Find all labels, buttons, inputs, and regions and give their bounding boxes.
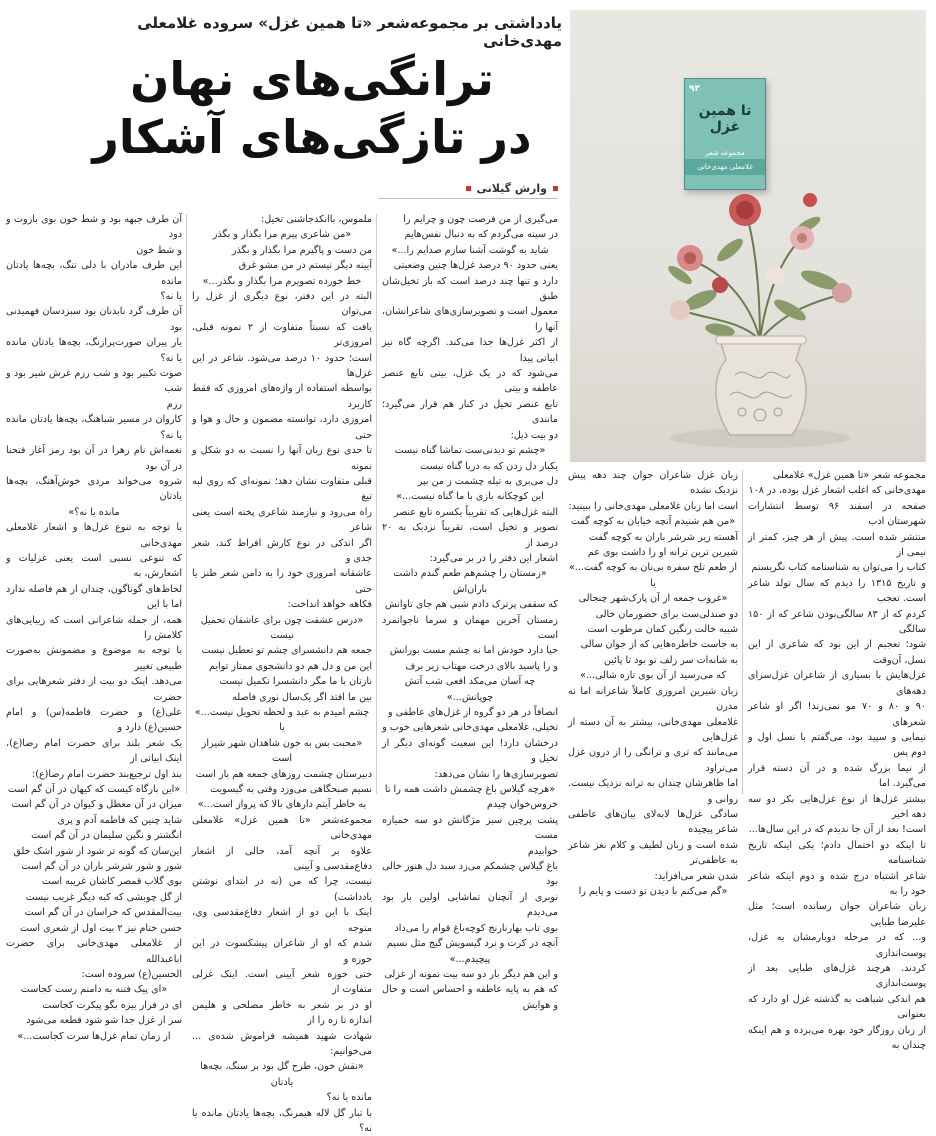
text-line: اینک با این دو از اشعار دفاع‌مقدسی وی، متوجه xyxy=(192,907,372,934)
text-line: «نقش خون، طرح گل بود بر سنگ، بچه‌ها یادتان xyxy=(200,1061,364,1088)
text-line: زبان غزل شاعران جوان چند دهه پیش نزدیک نشده xyxy=(568,470,738,497)
text-line: کتاب را می‌توان به شناسنامه کتاب نگریستم xyxy=(751,562,926,574)
text-line: آن طرف گرد نابدنان بود سبزدسان فهمیدنی بود xyxy=(6,306,182,333)
text-line: تا اینکه دو احتمال دادم؛ یکی اینکه تاریخ شناسنامه xyxy=(748,839,926,867)
text-line: با تبار گل لاله هیمرنگ، بچه‌ها یادتان مانده یا نه؟ xyxy=(192,1107,372,1134)
text-line: درخشان دارد! این سعیت گونه‌ای دیگر از تخیل و xyxy=(382,737,558,765)
text-line: دل می‌بری به تیله چشمت ز من بپر xyxy=(417,475,558,487)
text-line: بواسطه استفاده از واژه‌های امروزی که فقط کاربرد xyxy=(192,383,372,410)
text-line: این کوچکانه بازی با ما گناه نیست...» xyxy=(396,491,544,503)
text-line: کردم که از ۸۳ سالگی‌بودن شاعر که از ۱۵۰ سالگی xyxy=(748,608,926,636)
text-line: «زمستان را چشم‌هم طعم گندم داشت باران‌اش xyxy=(393,568,547,595)
text-column-under-photo-left xyxy=(568,468,738,897)
text-line: غزل‌هایش با بسیاری از شاعران غزل‌سرای دهه‌های xyxy=(748,670,926,697)
text-line: خروس‌خوان چیدم xyxy=(486,799,558,811)
text-line: خوابیدم xyxy=(527,845,558,857)
text-line: دبیرستان چشمت روزهای جمعه هم باز است xyxy=(195,768,372,780)
text-line: یکبار دل زدن که به دریا گناه نیست xyxy=(420,460,558,472)
text-line: معمول است و تصویرسازی‌های شاعرانشان، آنها را xyxy=(382,306,558,333)
text-line: شروه می‌خواند مردی خوش‌آهنگ، بچه‌ها یادتان xyxy=(6,475,182,503)
text-line: بوی تاب بهارنارنج کوچه‌باغ قوام را می‌داد xyxy=(394,922,558,934)
text-line: کردند. هرچند غزل‌های طبایی بعد از پوست‌اندازی xyxy=(748,963,926,990)
text-line: زبان شیرین امروزی کاملاً شاعرانه اما نه مدرن xyxy=(568,685,738,713)
text-line: البته غزل‌هایی که تقریباً یکسره تابع عنصر xyxy=(393,506,558,518)
text-line: شود؛ تعجبم از این بود که شاعری از این نسل، آن‌وقت xyxy=(748,639,926,666)
text-line: یافت که نسبتاً متفاوت از ۲ نمونه قبلی، امروزی‌تر xyxy=(192,321,372,349)
text-column-3 xyxy=(6,212,182,1042)
text-line: منتشر شده است. پیش از هر چیز، کمتر از نیمی از xyxy=(748,531,926,559)
text-line: است! بعد از آن جا ندیدم که در این سال‌ها... xyxy=(748,824,926,836)
text-line: غلامعلی مهدی‌خانی، بیشتر به آن دسته از غزل‌هایی xyxy=(568,716,738,743)
text-line: «محبت بس به خون شاهدان شهر شیراز است xyxy=(201,737,363,765)
text-line: کاروان در مسیر شباهنگ، بچه‌ها یادتان مانده یا نه؟ xyxy=(6,414,182,441)
text-line: به جاست خاطره‌هایی که از جوان سالی xyxy=(580,639,738,651)
text-line: یا نه؟ xyxy=(160,291,182,303)
text-line: من دست و پاگیرم مرا بگذار و بگذر xyxy=(231,244,372,256)
text-line: ای در فرار بیزه بگو پیکرت کجاست xyxy=(42,999,182,1011)
text-line: بیشتر غزل‌ها از نوع غزل‌هایی بکر دو سه دهه اخیر xyxy=(748,793,926,820)
text-line: مجموعه شعر «تا همین غزل» غلامعلی xyxy=(772,470,926,481)
text-line: شهادت شهید همیشه فراموش شده‌ی ... می‌خوانیم: xyxy=(192,1030,372,1057)
text-line: و تاریخ ۱۳۱۵ را دیدم که سال تولد شاعر است. تعجب xyxy=(748,577,926,605)
text-line: بند اول ترجیع‌بند حضرت امام رضا(ع): xyxy=(31,768,182,780)
text-line: رزم xyxy=(166,398,182,410)
text-line: صوت تکبیر بود و شب رزم غرش شیر بود و شب xyxy=(6,368,182,395)
byline-author: وارش گیلانی xyxy=(476,182,547,195)
text-line: حیا دارد خودش اما نه چشم مست بورانش xyxy=(389,645,558,657)
text-line: نیست، چرا که من (نه در ابتدای نوشتن یادداشت) xyxy=(192,876,372,903)
text-line: فکاهه خواهد انداخت: xyxy=(287,599,372,611)
text-line: حسن ختام نیز ۲ بیت اول از شعری است xyxy=(19,922,182,934)
text-line: آنچه در کرت و نرد گیسویش گیج مثل نسیم xyxy=(386,938,558,950)
text-line: شبیه خالت رنگین کمان مرطوب است xyxy=(587,624,738,636)
text-line: این طرف مادران با دلی تنگ، بچه‌ها یادتان مانده xyxy=(6,260,182,287)
text-line: «هرچه گیلاس باغ چشمش داشت همه را تا xyxy=(384,784,556,796)
text-line: که تنوعی نسبی است یعنی غزلیات و اشعارش، به xyxy=(6,552,182,580)
text-line: البته در این دفتر، نوع دیگری از غزل را می‌توان xyxy=(192,291,372,318)
text-line: اشعار این دفتر را در بر می‌گیرد: xyxy=(429,552,558,564)
text-line: شدم که او از شاعران پیشکسوت در این حوزه و xyxy=(192,938,372,965)
text-line: بین ما افتد اگر یک‌سال نوری فاصله xyxy=(232,691,372,703)
text-line: از نیما بزرگ شده و در آن دسته قرار می‌گیرد. اما xyxy=(748,762,926,790)
text-line: جمعه هم دانشسرای چشم تو تعطیل نیست xyxy=(201,645,372,657)
text-line: «این بارگاه کیست که کیهان در آن گم است xyxy=(7,784,181,796)
text-line: آهسته زیر شرشر باران به کوچه گفت xyxy=(588,531,738,543)
text-line: که سقفی پرترک دادم شبی هم جای تاوانش xyxy=(385,599,558,611)
text-line: چشم امیدم به عید و لحظه تحویل نیست...» xyxy=(194,707,370,718)
text-line: آیینه دیگر نیستم در من مشو غرق xyxy=(238,260,372,272)
text-line: «ای پیک فتنه به دامنم رست کجاست xyxy=(20,984,168,996)
text-line: یا xyxy=(650,577,656,589)
text-line: همه، از جمله شاعرانی است که زیبایی‌های کلامش را xyxy=(6,614,182,641)
text-line: «گم می‌کنم با دیدن تو دست و پایم را xyxy=(578,885,728,897)
text-column-2 xyxy=(192,212,372,1134)
text-line: مهدی‌خانی که اغلب اشعار غزل بوده، در ۱۰۸ xyxy=(748,485,926,497)
text-line: زمستان آخرین مهمان و سرما ناجوانمرد است xyxy=(382,614,558,641)
text-line: قبلی متفاوت نشان دهد؛ نمونه‌ای که روی لبه تیغ xyxy=(192,475,372,503)
byline-marker xyxy=(466,186,471,191)
text-line: و را پاسید بالای درخت مهتاب زیر برف xyxy=(405,660,558,672)
byline-marker xyxy=(553,186,558,191)
text-line: «غروب جمعه از آن پارک‌شهر چنجالی xyxy=(578,593,728,605)
text-line: شیرین ترین ترانه او را داشت بوی عم xyxy=(587,547,738,559)
text-line: یار پیران صورت‌پرازنگ، بچه‌ها یادتان مانده یا نه؟ xyxy=(6,337,182,364)
text-line: صفحه در اسفند ۹۶ توسط انتشارات شهرستان ادب xyxy=(748,500,926,528)
text-line: انگشتر و نگین سلیمان در آن گم است xyxy=(31,830,182,842)
text-line: یعنی حدود ۹۰ درصد غزل‌ها چنین وضعیتی xyxy=(393,260,558,272)
text-line: تخیلی، غلامعلی مهدی‌خانی شعرهایی خوب و xyxy=(382,722,558,734)
text-line: نغمه‌اش نام زهرا در آن بود رمز آغاز فتحنا در آن بود xyxy=(6,445,182,472)
text-line: خط خورده تصویرم مرا بگذار و بگذر...» xyxy=(202,275,362,287)
book-author: غلامعلی مهدی‌خانی xyxy=(697,163,753,171)
text-line: مجموعه‌شعر «تا همین غزل» غلامعلی مهدی‌خانی xyxy=(192,814,372,842)
text-line: شاید چنین که فاطمه آدم و پری xyxy=(57,814,182,826)
text-line: اما ظاهرشان چندان به ترانه نزدیک نیست. روانی و xyxy=(568,778,738,805)
text-line: الحسین(ع) سروده است: xyxy=(81,968,182,980)
text-line: از طعم تلخ سفره بی‌نان به کوچه گفت...» xyxy=(568,562,738,574)
text-line: شاید به گوشت آشنا سازم صدایم را...» xyxy=(391,244,549,256)
text-line: نوبری از آنچنان تماشایی اولین بار بود می‌دیدم xyxy=(382,891,558,919)
text-line: از گل چوبشی که کبه دیگر غریب نیست xyxy=(25,891,182,903)
text-line: شدن شعر می‌افزاید: xyxy=(654,870,738,882)
text-line: دو صندلی‌ست برای حضورمان خالی xyxy=(595,608,738,620)
text-line: دارد و تنها چند درصد است که باز تخیل‌شان طبق xyxy=(382,275,558,303)
text-line: با توجه به موضوع و مضمونش به‌صورت طبیعی تغییر xyxy=(6,645,182,672)
text-line: پیچیدم...» xyxy=(449,953,491,965)
text-line: بوی گلاب قمصر کاشان غریبه است xyxy=(41,876,182,888)
text-line: او در بر شعر به خاطر مصلحی و هلیمن اندازه تا زه را از xyxy=(192,999,372,1027)
text-line: پشت پرچین سبز مژگانش دو سه خمیازه مست xyxy=(382,814,558,842)
book-vase-photo xyxy=(570,10,926,462)
text-line: باغ گیلاس چشمکم می‌زد سبد دل هنوز خالی بود xyxy=(382,861,558,888)
text-line: نازتان با ما مگر دانشسرا تکمیل نیست xyxy=(219,676,372,688)
text-line: زبان شاعران جوان رسانده است؛ مثل علیرضا طبایی xyxy=(748,901,926,928)
text-line: دو بیت ذیل: xyxy=(510,429,558,441)
text-line: می‌مانند که تری و ترانگی را از درون غزل می‌تراود xyxy=(568,747,738,774)
column-divider xyxy=(742,470,743,794)
text-line: شاعر اشتباه درج شده و دوم اینکه شاعر خود را به xyxy=(748,870,926,897)
book-cover xyxy=(684,78,766,190)
text-line: است اما زبان غلامعلی مهدی‌خانی را ببینید: xyxy=(568,500,738,512)
text-line: از غلامعلی مهدی‌خانی برای حضرت اباعبدالله xyxy=(6,938,182,965)
text-line: به خاطر آیتم دارهای بالا که پرواز است...» xyxy=(197,799,367,811)
text-line: آن طرف جبهه بود و شط خون بوی باروت و دود xyxy=(6,214,182,241)
text-line: که هم به پایه عاطفه و احساس است و حال و هوایش xyxy=(382,984,558,1011)
text-line: و... که در مرحله دوبارمشان به غزل، پوست‌اندازی xyxy=(748,932,926,959)
text-line: چه آسان می‌مکد افعی شب آتش چوپانش...» xyxy=(404,676,536,703)
text-line: شور و شور شرشر باران در آن گم است xyxy=(21,861,182,873)
text-line: تا حدی نوع زبان آنها را نسبت به دو شکل و نمونه xyxy=(192,445,372,472)
book-number: ۹۳ xyxy=(689,84,700,94)
text-line: مانده یا نه؟» xyxy=(68,506,120,518)
text-line: می‌دهد. اینک دو بیت از دفتر شعرهایی برای حضرت xyxy=(6,676,182,703)
book-author-band xyxy=(685,159,765,175)
text-line: راه می‌رود و نیازمند شاعری پخته است یعنی شاعر xyxy=(192,506,372,534)
byline-rule xyxy=(378,198,558,199)
text-line: نیمایی و سپید بود، می‌گفتم با نسل اول و دوم پس xyxy=(748,731,926,759)
text-line: و این هم دیگر بار دو سه بیت نمونه از غزلی xyxy=(384,968,558,980)
text-line: این‌سان که گونه تر شود از شور اشک خلق xyxy=(13,845,182,857)
byline xyxy=(466,182,558,195)
article-headline xyxy=(62,50,562,166)
text-line: تابع عنصر تخیل در کنار هم قرار می‌گیرد؛ مانندی xyxy=(382,398,558,426)
text-line: هم اندکی شباهت به گذشته غزل او دارد که بعنوانی xyxy=(748,993,926,1021)
text-line: تصویرسازی‌ها را نشان می‌دهد: xyxy=(434,768,558,780)
text-line: اگر اندکی در نوع کارش افراط کند، شعر جدی و xyxy=(192,537,372,564)
text-line: در سینه می‌گردم که به دنبال نفس‌هایم xyxy=(404,229,558,241)
text-line: عاشقانه امروزی خود را به دامن شعر طنز یا حتی xyxy=(192,568,372,595)
text-line: مانده یا نه؟ xyxy=(326,1092,372,1104)
text-line: ملموس، باانکدجاشنی تخیل: xyxy=(260,214,372,225)
text-line: که می‌رسید از آن بوی تازه شالی...» xyxy=(579,670,727,682)
column-divider xyxy=(186,214,187,794)
book-series: مجموعه شعر xyxy=(705,149,745,157)
text-line: انصافاً در هر دو گروه از غزل‌های عاطفی و xyxy=(387,707,558,718)
text-line: به شانه‌ات سر زلف تو بود تا پائین xyxy=(603,654,738,666)
text-line: بیت‌المقدس که خراسان در آن گم است xyxy=(24,907,182,919)
text-line: حتی حوزه شعر آیینی است. اینک غزلی متفاوت از xyxy=(192,968,372,996)
text-line: «درس عشقت چون برای عاشقان تحمیل نیست xyxy=(200,614,364,641)
text-line: امروزی دارد، توانسته مضمون و حال و هوا و حتی xyxy=(192,414,372,441)
text-line: تصویر و تخیل است، تقریباً نزدیک به ۲۰ درصد از xyxy=(382,522,558,549)
text-line: علاوه بر آنچه آمد، حالی از اشعار دفاع‌مقدسی و آیینی xyxy=(192,845,372,873)
text-line: «چشم تو دیدنی‌ست تماشا گناه نیست xyxy=(394,445,546,457)
text-line: از زبان روزگار خود بهره می‌برده و هم اینکه چندان به xyxy=(748,1024,926,1052)
text-line: سر از غزل جدا شو شود قطعه می‌شود xyxy=(26,1015,182,1027)
text-line: یا xyxy=(279,722,285,734)
headline-line-2: در تازگی‌های آشکار xyxy=(92,110,532,164)
text-line: و شط خون xyxy=(136,244,182,256)
text-line: می‌گیری از من فرصت چون و چرایم را xyxy=(403,214,558,225)
text-line: با توجه به تنوع غزل‌ها و اشعار غلامعلی مهدی‌خانی xyxy=(6,522,182,549)
text-line: میزان در آن معطل و کیوان در آن گم است xyxy=(11,799,182,811)
text-line: می‌شود که در یک غزل، بیتی تابع عنصر عاطفه و بیتی xyxy=(382,368,558,395)
headline-line-1: ترانگی‌های نهان xyxy=(130,52,494,106)
text-line: است؛ حدود ۱۰ درصد می‌شود. شاعر در این غزل‌ها xyxy=(192,352,372,380)
text-line: از زمان تمام غزل‌ها سرت کجاست...» xyxy=(17,1030,171,1042)
text-column-under-photo-right xyxy=(748,468,927,1052)
text-line: ۹۰ و ۸۰ و ۷۰ مو نمی‌زند! اگر او شاعر شعرهای xyxy=(748,701,927,728)
column-divider xyxy=(376,214,377,794)
text-line: «من شاعری پیرم مرا بگذار و بگذر xyxy=(212,229,352,241)
text-line: لحاظ‌های گوناگون، چندان از هم فاصله ندارد اما با این xyxy=(6,583,182,611)
text-column-1 xyxy=(382,212,558,1011)
text-line: از اکثر غزل‌ها جدا می‌کند. اگرچه گاه نیز ابیاتی پیدا xyxy=(382,337,558,364)
article-kicker: یادداشتی بر مجموعه‌شعر «تا همین غزل» سروده غلامعلی مهدی‌خانی xyxy=(137,14,562,50)
text-line: این من و دل هم دو دانشجوی ممتاز توایم xyxy=(208,660,372,672)
text-line: یک شعر بلند برای حضرت امام رضا(ع)، اینک ابیاتی از xyxy=(6,737,182,765)
book-title: تا همین غزل xyxy=(698,103,752,135)
text-line: علی(ع) و حضرت فاطمه(س) و امام حسین(ع) دارد و xyxy=(6,707,182,734)
text-line: شده است و زبان لطیف و کلام نغز شاعر به عاطفی‌تر xyxy=(568,839,738,867)
text-line: «من هم شنیدم آنچه خیابان به کوچه گفت xyxy=(570,516,736,528)
text-line: نسیم صبحگاهی می‌وزد وقتی به گیسویت xyxy=(210,784,372,796)
text-line: سادگی غزل‌ها لابه‌لای بیان‌های عاطفی شاعر پیچیده xyxy=(568,808,738,836)
